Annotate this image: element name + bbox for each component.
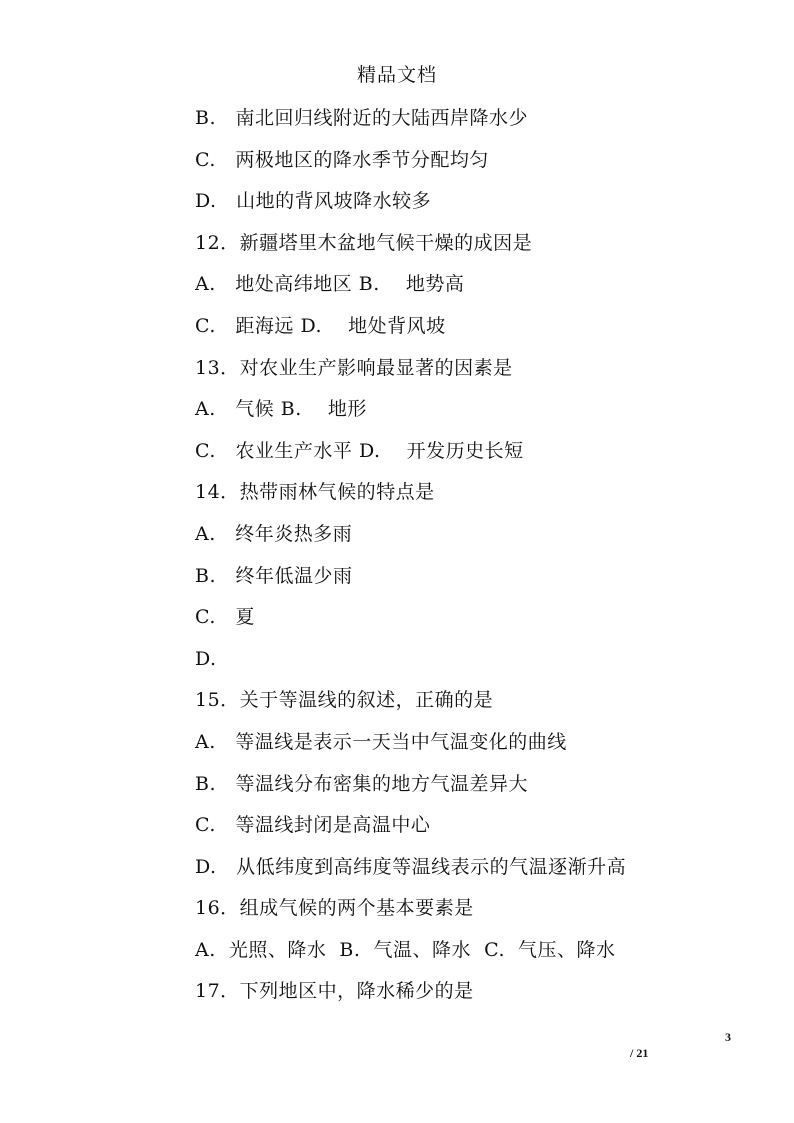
text-line: A. 地处高纬地区 B. 地势高	[195, 273, 465, 296]
page-total: / 21	[630, 1046, 649, 1060]
page-header-title: 精品文档	[356, 64, 437, 86]
text-line: D.	[195, 647, 217, 670]
question-12: 12．新疆塔里木盆地气候干燥的成因是	[195, 231, 533, 254]
text-line: B. 终年低温少雨	[195, 564, 353, 587]
text-line: D. 从低纬度到高纬度等温线表示的气温逐渐升高	[195, 855, 627, 878]
page-number: 3	[725, 1030, 731, 1044]
text-line: C. 两极地区的降水季节分配均匀	[195, 148, 489, 171]
text-line: A. 气候 B. 地形	[195, 398, 367, 421]
text-line: A. 光照、降水 B. 气温、降水 C. 气压、降水	[195, 938, 616, 961]
text-line: B. 南北回归线附近的大陆西岸降水少	[195, 107, 529, 129]
question-17: 17．下列地区中，降水稀少的是	[195, 980, 474, 1003]
text-line: C. 距海远 D. 地处背风坡	[195, 314, 446, 337]
question-14: 14．热带雨林气候的特点是	[195, 481, 435, 504]
text-line: C. 等温线封闭是高温中心	[195, 814, 431, 837]
question-15: 15．关于等温线的叙述，正确的是	[195, 689, 494, 712]
text-line: C. 夏	[195, 606, 255, 629]
text-line: D. 山地的背风坡降水较多	[195, 190, 432, 213]
text-line: A. 等温线是表示一天当中气温变化的曲线	[195, 730, 567, 753]
text-line: C. 农业生产水平 D. 开发历史长短	[195, 439, 524, 462]
question-16: 16．组成气候的两个基本要素是	[195, 897, 474, 920]
text-line: A. 终年炎热多雨	[195, 522, 353, 545]
text-line: B. 等温线分布密集的地方气温差异大	[195, 772, 529, 795]
document-body	[195, 100, 715, 1015]
question-13: 13．对农业生产影响最显著的因素是	[195, 356, 513, 379]
